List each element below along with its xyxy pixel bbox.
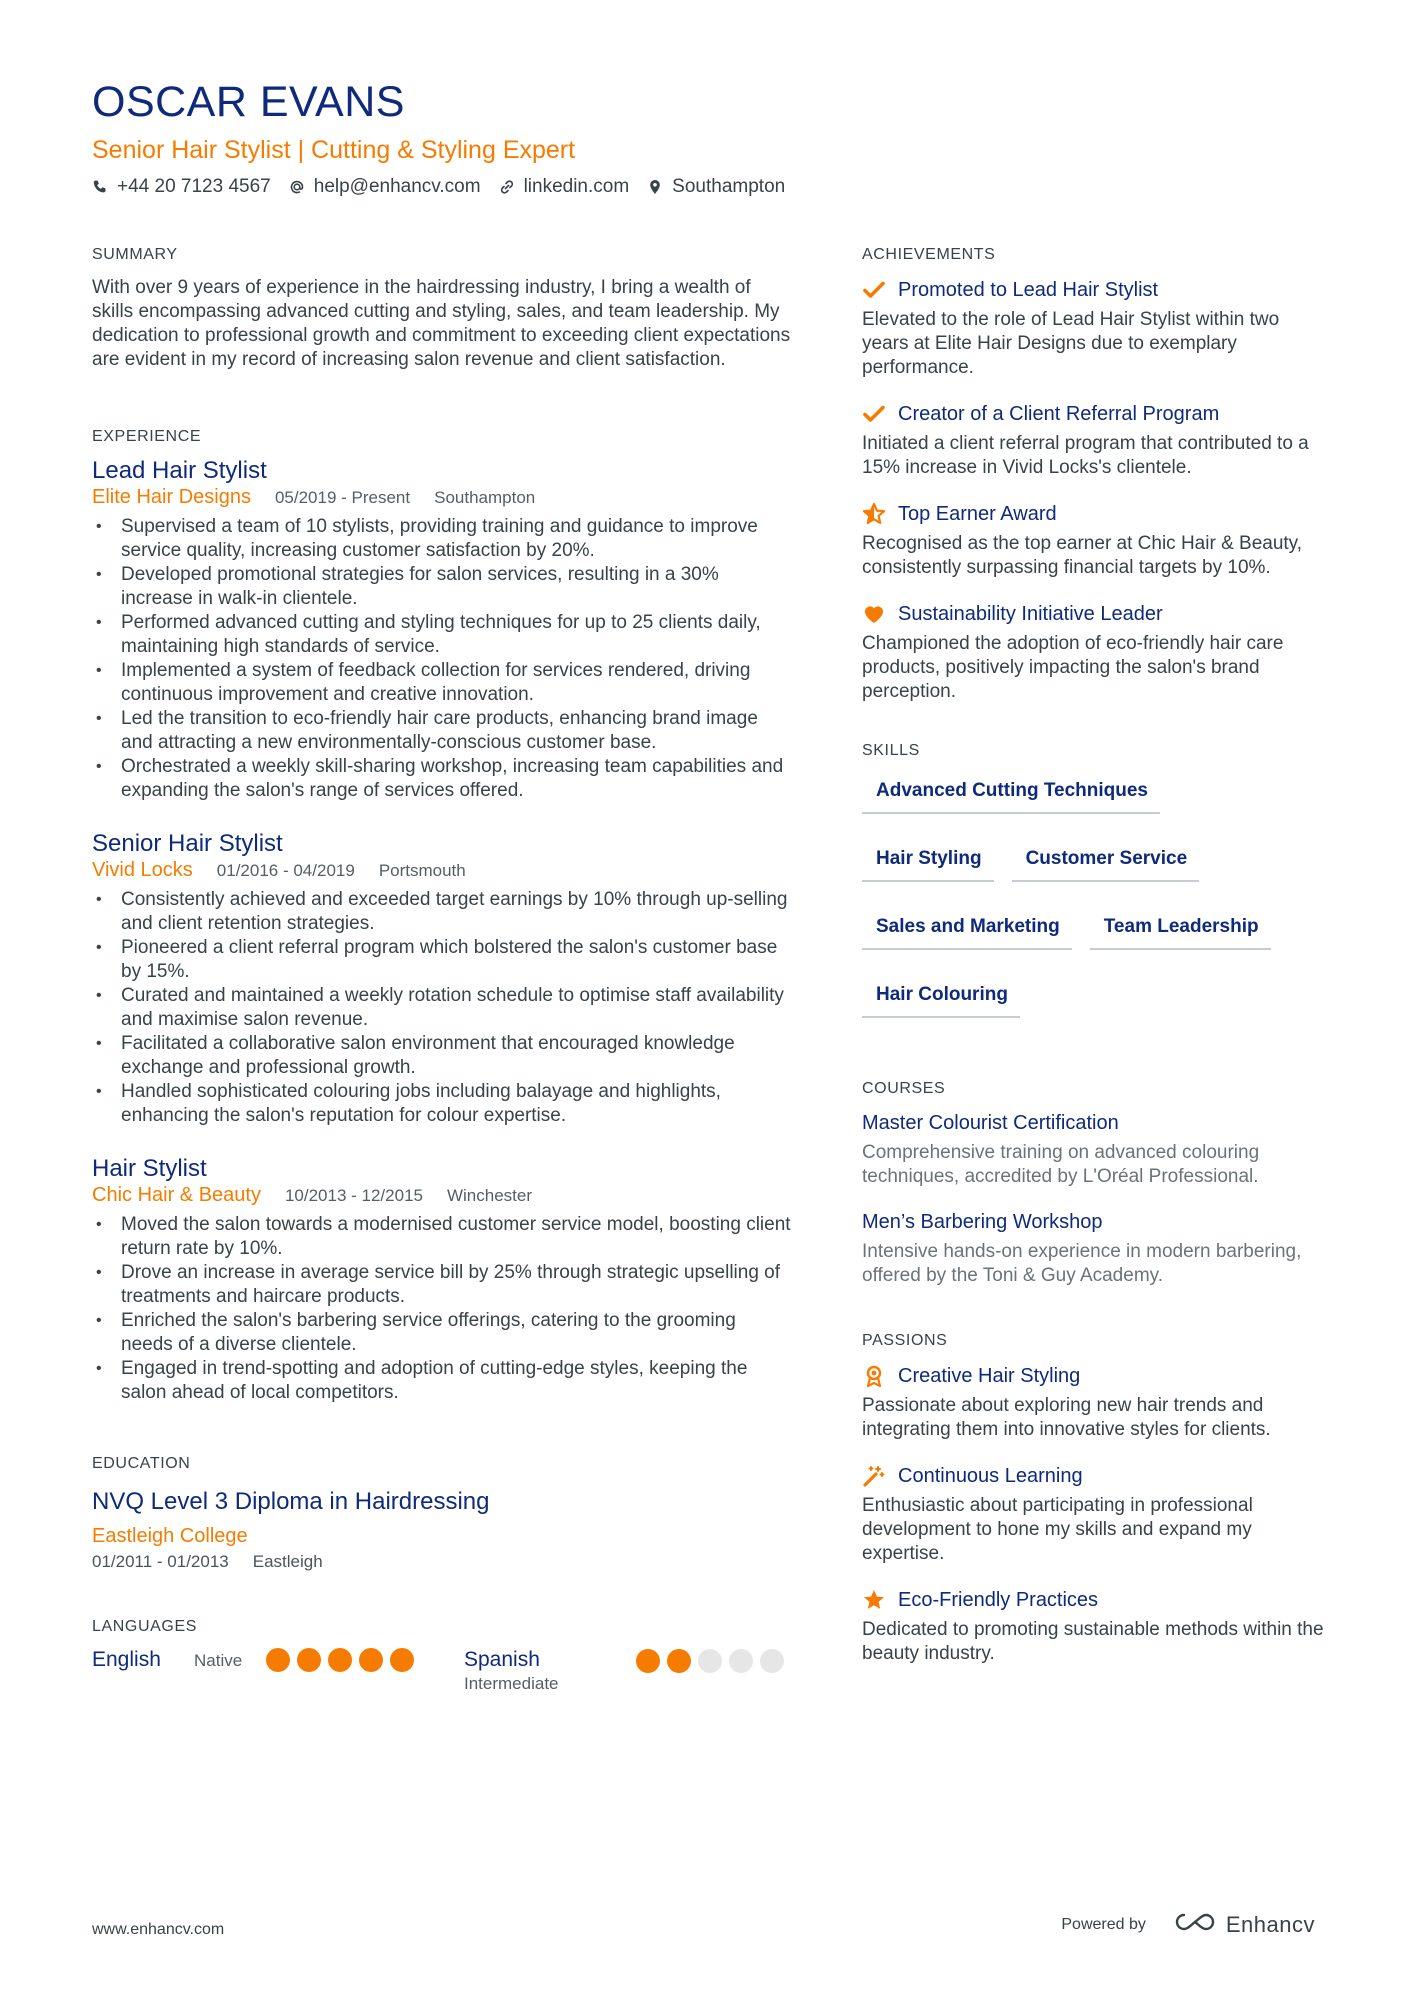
job-bullet: • Facilitated a collaborative salon environment that encouraged knowledge exchange and professional growth.	[92, 1032, 792, 1080]
award-icon	[862, 1364, 886, 1388]
language-item	[92, 1648, 464, 1672]
achievement-item	[862, 502, 1327, 580]
language-level: Native	[194, 1651, 243, 1670]
job-bullets	[92, 1213, 792, 1405]
job-company: Chic Hair & Beauty	[92, 1184, 261, 1206]
summary-heading: SUMMARY	[92, 246, 178, 263]
rating-dot-filled	[359, 1648, 383, 1672]
job-dates: 01/2016 - 04/2019	[216, 861, 355, 880]
rating-dot-filled	[667, 1649, 691, 1673]
job-entry	[92, 829, 792, 1128]
link-icon	[499, 179, 515, 195]
language-name: Spanish	[464, 1648, 540, 1671]
job-location: Portsmouth	[378, 861, 466, 880]
education-degree: NVQ Level 3 Diploma in Hairdressing	[92, 1488, 490, 1515]
passion-title: Eco-Friendly Practices	[898, 1588, 1099, 1611]
infinity-logo-icon	[1172, 1910, 1218, 1940]
job-bullet: • Orchestrated a weekly skill-sharing workshop, increasing team capabilities and expanding the salon's range of services offered.	[92, 755, 792, 803]
phone-number: +44 20 7123 4567	[117, 176, 271, 197]
experience-heading: EXPERIENCE	[92, 428, 202, 445]
passion-desc: Passionate about exploring new hair trends and integrating them into innovative styles for clients.	[862, 1395, 1271, 1440]
footer-website[interactable]: www.enhancv.com	[92, 1921, 225, 1938]
skills-list	[862, 778, 1322, 1018]
contact-location	[647, 176, 785, 198]
rating-dot-empty	[729, 1649, 753, 1673]
contact-bar	[92, 176, 785, 198]
job-bullets	[92, 515, 792, 803]
skill-tag: Hair Styling	[862, 846, 994, 882]
skill-tag: Advanced Cutting Techniques	[862, 778, 1160, 814]
skill-tag: Team Leadership	[1090, 914, 1271, 950]
wand-icon	[862, 1464, 886, 1488]
courses-section	[862, 1080, 1327, 1288]
job-bullet: • Drove an increase in average service bill by 25% through strategic upselling of treatments and haircare products.	[92, 1261, 792, 1309]
achievement-title: Sustainability Initiative Leader	[898, 602, 1163, 625]
passion-item	[862, 1588, 1327, 1666]
course-title: Men’s Barbering Workshop	[862, 1211, 1103, 1233]
job-dates: 10/2013 - 12/2015	[284, 1186, 423, 1205]
language-rating	[636, 1649, 784, 1673]
check-icon	[862, 278, 886, 302]
achievement-title: Top Earner Award	[898, 502, 1057, 525]
rating-dot-filled	[328, 1648, 352, 1672]
job-bullet: • Led the transition to eco-friendly hair care products, enhancing brand image and attracting a new environmentally-conscious customer base.	[92, 707, 792, 755]
achievement-desc: Recognised as the top earner at Chic Hair & Beauty, consistently surpassing financial targets by 10%.	[862, 533, 1303, 578]
job-bullet: • Pioneered a client referral program which bolstered the salon's customer base by 15%.	[92, 936, 792, 984]
footer-branding	[1061, 1910, 1315, 1940]
education-section	[92, 1455, 792, 1572]
candidate-name: OSCAR EVANS	[92, 78, 405, 126]
contact-email[interactable]	[289, 176, 481, 198]
job-dates: 05/2019 - Present	[274, 488, 411, 507]
education-heading: EDUCATION	[92, 1455, 191, 1472]
job-title: Hair Stylist	[92, 1155, 207, 1182]
summary-section	[92, 246, 792, 372]
job-title: Senior Hair Stylist	[92, 830, 283, 857]
passion-item	[862, 1364, 1327, 1442]
job-company: Elite Hair Designs	[92, 486, 251, 508]
language-level: Intermediate	[464, 1674, 559, 1693]
star-icon	[862, 1588, 886, 1612]
job-company: Vivid Locks	[92, 859, 193, 881]
passion-title: Continuous Learning	[898, 1464, 1083, 1487]
achievement-item	[862, 402, 1327, 480]
experience-section	[92, 428, 792, 1405]
job-bullet: • Handled sophisticated colouring jobs including balayage and highlights, enhancing the salon's reputation for colour expertise.	[92, 1080, 792, 1128]
job-entry	[92, 456, 792, 803]
passion-desc: Dedicated to promoting sustainable methods within the beauty industry.	[862, 1619, 1324, 1664]
star-half-icon	[862, 502, 886, 526]
course-item	[862, 1211, 1327, 1288]
job-bullet: • Implemented a system of feedback collection for services rendered, driving continuous improvement and creative innovation.	[92, 659, 792, 707]
email-address: help@enhancv.com	[313, 176, 481, 197]
phone-icon	[92, 179, 108, 195]
achievement-title: Creator of a Client Referral Program	[898, 402, 1220, 425]
job-bullet: • Curated and maintained a weekly rotation schedule to optimise staff availability and maximise salon revenue.	[92, 984, 792, 1032]
job-title: Lead Hair Stylist	[92, 457, 267, 484]
linkedin-link: linkedin.com	[523, 176, 630, 197]
check-icon	[862, 402, 886, 426]
course-title: Master Colourist Certification	[862, 1112, 1119, 1134]
contact-linkedin[interactable]	[499, 176, 630, 198]
course-desc: Comprehensive training on advanced colouring techniques, accredited by L'Oréal Professional.	[862, 1142, 1260, 1187]
skills-section	[862, 742, 1327, 1018]
powered-by-label: Powered by	[1061, 1916, 1146, 1933]
achievement-title: Promoted to Lead Hair Stylist	[898, 278, 1159, 301]
passions-section	[862, 1332, 1327, 1666]
summary-text: With over 9 years of experience in the hairdressing industry, I bring a wealth of skills encompassing advanced cutting and styling, sales, and team leadership. My dedication to professional growth and commitment to exceeding client expectations are evident in my record of increasing salon revenue and client satisfaction.	[92, 277, 791, 370]
achievement-item	[862, 602, 1327, 704]
at-icon	[289, 179, 305, 195]
rating-dot-filled	[266, 1648, 290, 1672]
job-bullet: • Moved the salon towards a modernised customer service model, boosting client return rate by 10%.	[92, 1213, 792, 1261]
language-name: English	[92, 1648, 161, 1671]
location-text: Southampton	[672, 176, 786, 197]
job-location: Southampton	[434, 488, 536, 507]
achievements-section	[862, 246, 1327, 704]
candidate-title: Senior Hair Stylist | Cutting & Styling Expert	[92, 136, 576, 164]
achievement-desc: Elevated to the role of Lead Hair Stylist within two years at Elite Hair Designs due to exemplary performance.	[862, 309, 1280, 378]
job-bullet: • Supervised a team of 10 stylists, providing training and guidance to improve service quality, increasing customer satisfaction by 20%.	[92, 515, 792, 563]
skill-tag: Sales and Marketing	[862, 914, 1072, 950]
job-bullet: • Engaged in trend-spotting and adoption of cutting-edge styles, keeping the salon ahead of local competitors.	[92, 1357, 792, 1405]
achievements-heading: ACHIEVEMENTS	[862, 246, 996, 263]
language-rating	[266, 1648, 414, 1672]
contact-phone[interactable]	[92, 176, 271, 198]
rating-dot-empty	[698, 1649, 722, 1673]
courses-heading: COURSES	[862, 1080, 946, 1097]
job-bullets	[92, 888, 792, 1128]
languages-section	[92, 1618, 792, 1694]
course-desc: Intensive hands-on experience in modern barbering, offered by the Toni & Guy Academy.	[862, 1241, 1302, 1286]
right-column	[862, 246, 1327, 1688]
job-bullet: • Consistently achieved and exceeded target earnings by 10% through up-selling and client retention strategies.	[92, 888, 792, 936]
job-bullet: • Performed advanced cutting and styling techniques for up to 25 clients daily, maintaining high standards of service.	[92, 611, 792, 659]
skill-tag: Customer Service	[1012, 846, 1200, 882]
education-location: Eastleigh	[252, 1552, 323, 1571]
skill-tag: Hair Colouring	[862, 982, 1020, 1018]
achievement-item	[862, 278, 1327, 380]
education-dates: 01/2011 - 01/2013	[92, 1552, 229, 1571]
brand-name: Enhancv	[1225, 1912, 1315, 1937]
education-school: Eastleigh College	[92, 1525, 248, 1547]
job-bullet: • Developed promotional strategies for salon services, resulting in a 30% increase in walk-in clientele.	[92, 563, 792, 611]
job-entry	[92, 1154, 792, 1405]
location-pin-icon	[647, 179, 663, 195]
passion-title: Creative Hair Styling	[898, 1364, 1081, 1387]
heart-icon	[862, 602, 886, 626]
rating-dot-filled	[297, 1648, 321, 1672]
passion-item	[862, 1464, 1327, 1566]
rating-dot-filled	[390, 1648, 414, 1672]
job-bullet: • Enriched the salon's barbering service offerings, catering to the grooming needs of a diverse clientele.	[92, 1309, 792, 1357]
passion-desc: Enthusiastic about participating in professional development to hone my skills and expand my expertise.	[862, 1495, 1253, 1564]
achievement-desc: Initiated a client referral program that contributed to a 15% increase in Vivid Locks's clientele.	[862, 433, 1309, 478]
achievement-desc: Championed the adoption of eco-friendly hair care products, positively impacting the salon's brand perception.	[862, 633, 1284, 702]
languages-heading: LANGUAGES	[92, 1618, 197, 1635]
passions-heading: PASSIONS	[862, 1332, 948, 1349]
enhancv-logo[interactable]	[1172, 1910, 1315, 1940]
language-item	[464, 1648, 784, 1694]
job-location: Winchester	[446, 1186, 533, 1205]
rating-dot-filled	[636, 1649, 660, 1673]
skills-heading: SKILLS	[862, 742, 920, 759]
course-item	[862, 1112, 1327, 1189]
left-column	[92, 246, 792, 1694]
rating-dot-empty	[760, 1649, 784, 1673]
